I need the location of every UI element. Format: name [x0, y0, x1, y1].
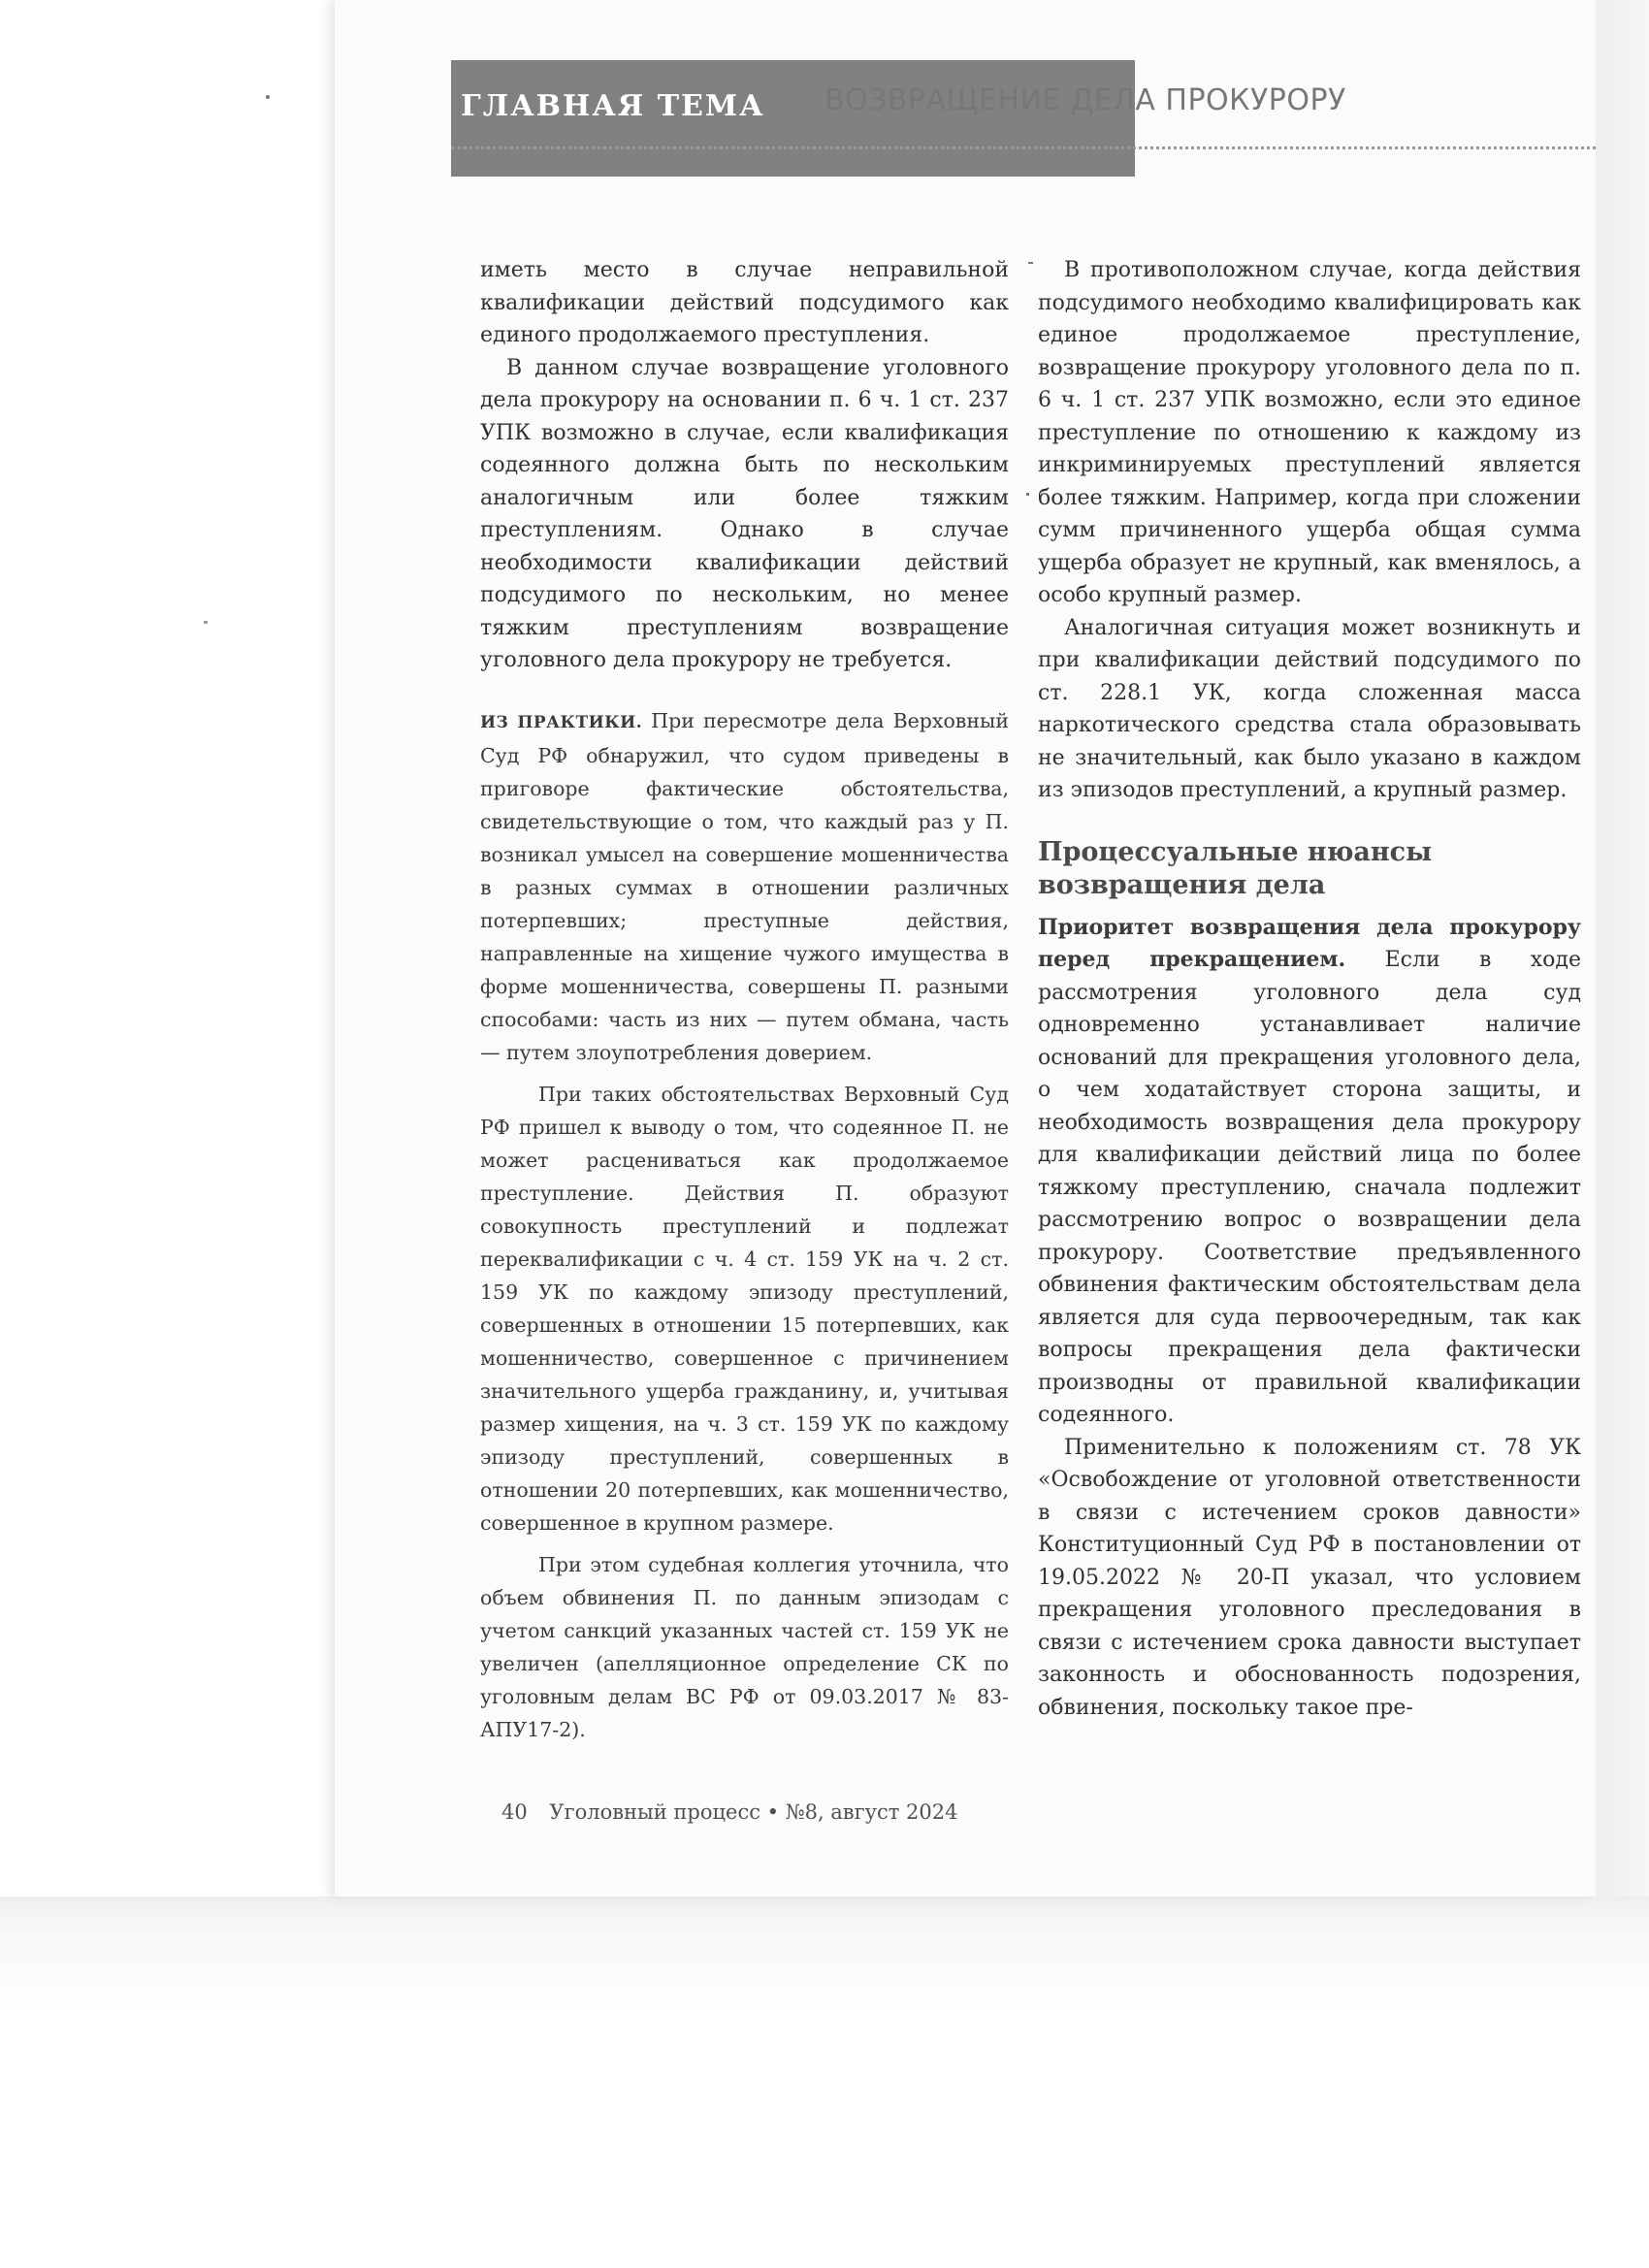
lead-in: Приоритет возвращения дела прокурору перед прекращением. — [1038, 914, 1581, 972]
scanner-bed — [0, 1896, 1649, 2268]
practice-paragraph: При этом судебная коллегия уточнила, что объем обвинения П. по данным эпизодам с учетом санкций указанных частей ст. 159 УК не увеличен (апелляционное определение СК по уголовным делам ВС РФ от 09.03.2017 № 83-АПУ17-2). — [480, 1552, 1009, 1741]
scan-speck — [204, 621, 208, 624]
scan-speck — [1028, 262, 1033, 264]
paragraph-text: Если в ходе рассмотрения уголовного дела суд одновременно устанавливает наличие оснований для прекращения уголовного дела, о чем ходатайствует сторона защиты, и необходимость возвращения дела прокурору для квалификации действий лица по более тяжкому преступлению, сначала подлежит рассмотрению вопрос о возвращении дела прокурору. Соответствие предъявленного обвинения фактическим обстоятельствам дела является для суда первоочередным, так как вопросы прекращения дела фактически производны от правильной квалификации содеянного. — [1038, 948, 1581, 1427]
section-heading: Процессуальные нюансы возвращения дела — [1038, 836, 1433, 900]
practice-paragraph: При таких обстоятельствах Верховный Суд РФ пришел к выводу о том, что содеянное П. не может расцениваться как продолжаемое преступление. Действия П. образуют совокупность преступлений и подлежат переквалификации с ч. 4 ст. 159 УК на ч. 2 ст. 159 УК по каждому эпизоду преступлений, совершенных в отношении 15 потерпевших, как мошенничество, совершенное с причинением значительного ущерба гражданину, и, учитывая размер хищения, на ч. 3 ст. 159 УК по каждому эпизоду преступлений, совершенных в отношении 20 потерпевших, как мошенничество, совершенное в крупном размере. — [480, 1082, 1009, 1535]
paragraph: Аналогичная ситуация может возникнуть и при квалификации действий подсудимого по ст. 228.1 УК, когда сложенная масса наркотического средства стала образовывать не значительный, как было указано в каждом из эпизодов преступлений, а крупный размер. — [1038, 615, 1581, 802]
section-label: ГЛАВНАЯ ТЕМА — [461, 89, 765, 123]
paragraph: иметь место в случае неправильной квалификации действий подсудимого как единого продолжаемого преступления. — [480, 258, 1009, 347]
paragraph: В противоположном случае, когда действия подсудимого необходимо квалифицировать как единое продолжаемое преступление, возвращение прокурору уголовного дела по п. 6 ч. 1 ст. 237 УПК возможно, если это единое преступление по отношению к каждому из инкриминируемых преступлений является более тяжким. Например, когда при сложении сумм причиненного ущерба общая сумма ущерба образует не крупный, как вменялось, а особо крупный размер. — [1038, 258, 1581, 607]
page-footer — [501, 1800, 958, 1824]
magazine-page — [335, 0, 1596, 1896]
practice-example — [480, 704, 1009, 1069]
page-number: 40 — [501, 1800, 528, 1824]
paragraph: В данном случае возвращение уголовного дела прокурору на основании п. 6 ч. 1 ст. 237 УПК возможно в случае, если квалификация содеянного должна быть по нескольким аналогичным или более тяжким преступлениям. Однако в случае необходимости квалификации действий подсудимого по нескольким, но менее тяжким преступлениям возвращение уголовного дела прокурору не требуется. — [480, 355, 1009, 672]
paragraph — [1038, 912, 1581, 1432]
practice-text: При пересмотре дела Верховный Суд РФ обнаружил, что судом приведены в приговоре фактические обстоятельства, свидетельствующие о том, что каждый раз у П. возникал умысел на совершение мошенничества в разных суммах в отношении различных потерпевших; преступные действия, направленные на хищение чужого имущества в форме мошенничества, совершены П. разными способами: часть из них — путем обмана, часть — путем злоупотребления доверием. — [480, 708, 1009, 1064]
left-column — [480, 254, 1009, 1746]
practice-label: ИЗ ПРАКТИКИ. — [480, 712, 643, 732]
header-divider — [451, 146, 1596, 149]
topic-title: ВОЗВРАЩЕНИЕ ДЕЛА ПРОКУРОРУ — [824, 83, 1346, 117]
paragraph: Применительно к положениям ст. 78 УК «Освобождение от уголовной ответственности в связи с истечением сроков давности» Конституционный Суд РФ в постановлении от 19.05.2022 № 20-П указал, что условием прекращения уголовного преследования в связи с истечением срока давности выступает законность и обоснованность подозрения, обвинения, поскольку такое пре- — [1038, 1435, 1581, 1720]
right-column — [1038, 254, 1581, 1724]
publication-info: Уголовный процесс • №8, август 2024 — [549, 1800, 958, 1824]
scan-speck — [1026, 493, 1029, 496]
scan-speck — [266, 95, 270, 99]
